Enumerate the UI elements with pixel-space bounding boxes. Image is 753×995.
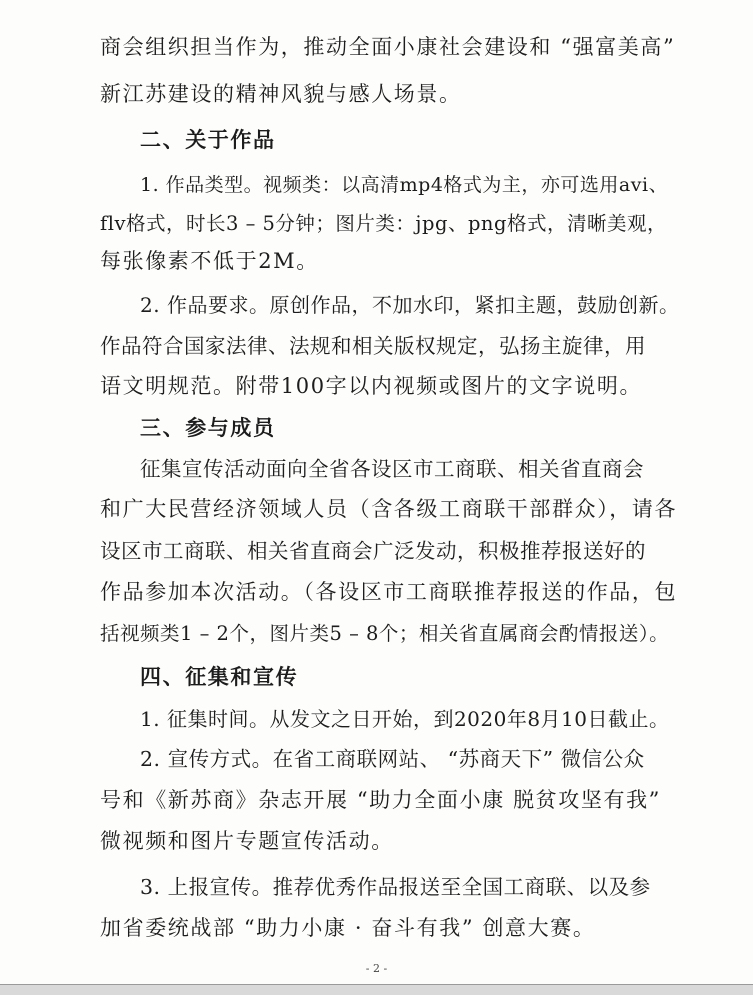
body-line: 设区市工商联、相关省直商会广泛发动，积极推荐报送好的 [100, 539, 646, 563]
body-line: 3. 上报宣传。推荐优秀作品报送至全国工商联、以及参 [140, 875, 651, 899]
page-bottom-edge [0, 984, 753, 995]
body-line: 号和《新苏商》杂志开展 “助力全面小康 脱贫攻坚有我” [100, 788, 662, 812]
body-line: 和广大民营经济领域人员（含各级工商联干部群众），请各 [100, 497, 678, 521]
body-line: 微视频和图片专题宣传活动。 [100, 829, 394, 853]
body-line: 语文明规范。附带100字以内视频或图片的文字说明。 [100, 374, 643, 398]
body-line: 征集宣传活动面向全省各设区市工商联、相关省直商会 [140, 457, 644, 481]
body-line: 1. 征集时间。从发文之日开始，到2020年8月10日截止。 [140, 707, 670, 731]
section-heading-collection: 四、征集和宣传 [140, 665, 299, 689]
body-line: 新江苏建设的精神风貌与感人场景。 [100, 82, 462, 106]
body-line: 作品参加本次活动。（各设区市工商联推荐报送的作品，包 [100, 580, 678, 604]
body-line: 括视频类1 – 2个，图片类5 – 8个；相关省直属商会酌情报送）。 [100, 622, 670, 645]
page-number: - 2 - [365, 962, 388, 975]
body-line: flv格式，时长3 – 5分钟；图片类：jpg、png格式，清晰美观， [100, 212, 667, 235]
body-line: 每张像素不低于2M。 [100, 249, 319, 273]
section-heading-works: 二、关于作品 [140, 128, 276, 152]
body-line: 1. 作品类型。视频类：以高清mp4格式为主，亦可选用avi、 [140, 174, 669, 196]
body-line: 商会组织担当作为，推动全面小康社会建设和 “强富美高” [100, 35, 676, 59]
body-line: 2. 宣传方式。在省工商联网站、 “苏商天下” 微信公众 [140, 747, 645, 771]
body-line: 2. 作品要求。原创作品，不加水印，紧扣主题，鼓励创新。 [140, 293, 680, 317]
body-line: 作品符合国家法律、法规和相关版权规定，弘扬主旋律，用 [100, 334, 646, 358]
body-line: 加省委统战部 “助力小康 · 奋斗有我” 创意大赛。 [100, 916, 596, 940]
section-heading-participants: 三、参与成员 [140, 416, 276, 440]
